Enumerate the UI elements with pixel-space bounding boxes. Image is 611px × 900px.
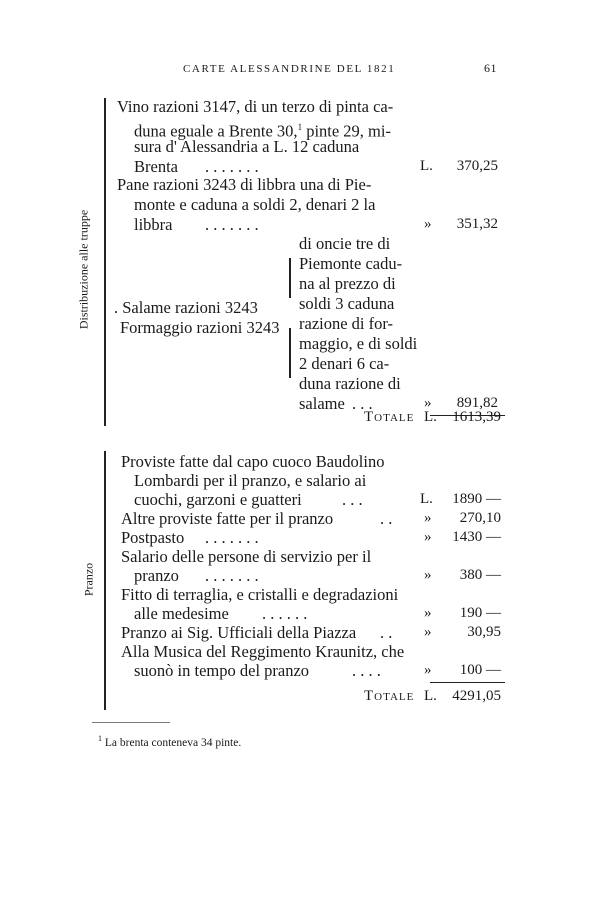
item-1-amount: 1890 — — [452, 491, 501, 507]
salame-desc-6: maggio, e di soldi — [299, 334, 418, 353]
total-amount-2: 4291,05 — [452, 688, 501, 704]
item-3-dots: . . . . . . . — [205, 528, 259, 547]
salame-desc-4: soldi 3 caduna — [299, 294, 395, 313]
salame-amount: 891,82 — [456, 395, 498, 411]
footnote-mark: 1 — [297, 122, 303, 132]
item-4-currency: » — [424, 567, 432, 583]
item-6-dots: . . — [380, 623, 393, 642]
vino-line-2: duna eguale a Brente 30,$^1$ pinte 29, mi- — [134, 121, 391, 141]
total-label-1: Totale — [364, 409, 415, 425]
item-1-dots: . . . — [342, 490, 363, 509]
footnote-text: La brenta conteneva 34 pinte. — [104, 736, 242, 749]
vino-line-4: Brenta — [134, 157, 178, 176]
item-7-dots: . . . . — [352, 661, 381, 680]
item-7-amount: 100 — — [459, 662, 501, 678]
page-number: 61 — [484, 61, 497, 75]
total-rule-2 — [430, 682, 505, 683]
running-header: CARTE ALESSANDRINE DEL 1821 — [183, 63, 396, 75]
vino-line-1: Vino razioni 3147, di un terzo di pinta ca- — [117, 97, 394, 116]
item-5-line-2: alle medesime — [134, 604, 229, 623]
item-4-line-2: pranzo — [134, 566, 179, 585]
total-currency-1: L. — [424, 409, 437, 425]
salame-desc-2: Piemonte cadu- — [299, 254, 403, 273]
inner-bracket-top — [289, 258, 291, 298]
item-4-line-1: Salario delle persone di servizio per il — [121, 547, 372, 566]
salame-desc-5: razione di for- — [299, 314, 394, 333]
salame-desc-9: salame — [299, 394, 345, 413]
total-currency-2: L. — [424, 688, 437, 704]
footnote-rule — [92, 722, 170, 723]
pane-line-1: Pane razioni 3243 di libbra una di Pie- — [117, 175, 372, 194]
item-6-line-1: Pranzo ai Sig. Ufficiali della Piazza — [121, 623, 357, 642]
total-label-2: Totale — [364, 688, 415, 704]
salame-line: . Salame razioni 3243 — [114, 298, 258, 317]
pane-line-2: monte e caduna a soldi 2, denari 2 la — [134, 195, 376, 214]
section-bracket-line — [104, 98, 106, 426]
item-2-amount: 270,10 — [459, 510, 501, 526]
item-1-line-3: cuochi, garzoni e guatteri — [134, 490, 302, 509]
item-7-line-1: Alla Musica del Reggimento Kraunitz, che — [121, 642, 405, 661]
item-2-currency: » — [424, 510, 432, 526]
item-7-line-2: suonò in tempo del pranzo — [134, 661, 310, 680]
footnote-mark-bottom: 1 — [98, 734, 102, 743]
pane-currency: » — [424, 216, 432, 232]
section-label-distribuzione: Distribuzione alle truppe — [76, 209, 91, 330]
pane-line-3: libbra — [134, 215, 173, 234]
vino-currency: L. — [420, 158, 433, 174]
section-label-pranzo: Pranzo — [81, 562, 96, 597]
item-5-amount: 190 — — [459, 605, 501, 621]
item-5-currency: » — [424, 605, 432, 621]
vino-amount: 370,25 — [456, 158, 498, 174]
salame-desc-1: di oncie tre di — [299, 234, 391, 253]
item-1-currency: L. — [420, 491, 433, 507]
salame-desc-7: 2 denari 6 ca- — [299, 354, 390, 373]
item-6-currency: » — [424, 624, 432, 640]
total-amount-1: 1613,39 — [452, 409, 501, 425]
item-5-line-1: Fitto di terraglia, e cristalli e degradazioni — [121, 585, 399, 604]
vino-line-3: sura d' Alessandria a L. 12 caduna — [134, 137, 360, 156]
inner-bracket-bottom — [289, 328, 291, 378]
pane-amount: 351,32 — [456, 216, 498, 232]
salame-desc-8: duna razione di — [299, 374, 401, 393]
formaggio-line: Formaggio razioni 3243 — [120, 318, 280, 337]
item-3-line-1: Postpasto — [121, 528, 185, 547]
item-3-currency: » — [424, 529, 432, 545]
item-2-dots: . . — [380, 509, 393, 528]
item-2-line-1: Altre proviste fatte per il pranzo — [121, 509, 334, 528]
salame-leader-dots: . . . — [352, 394, 373, 413]
salame-currency: » — [424, 395, 432, 411]
item-4-dots: . . . . . . . — [205, 566, 259, 585]
vino-leader-dots: . . . . . . . — [205, 157, 259, 176]
pane-leader-dots: . . . . . . . — [205, 215, 259, 234]
item-7-currency: » — [424, 662, 432, 678]
item-1-line-1: Proviste fatte dal capo cuoco Baudolino — [121, 452, 385, 471]
footnote — [98, 734, 241, 749]
item-3-amount: 1430 — — [452, 529, 501, 545]
salame-desc-3: na al prezzo di — [299, 274, 396, 293]
section-bracket-line-2 — [104, 451, 106, 710]
item-5-dots: . . . . . . — [262, 604, 308, 623]
item-1-line-2: Lombardi per il pranzo, e salario ai — [134, 471, 367, 490]
item-6-amount: 30,95 — [467, 624, 501, 640]
item-4-amount: 380 — — [459, 567, 501, 583]
